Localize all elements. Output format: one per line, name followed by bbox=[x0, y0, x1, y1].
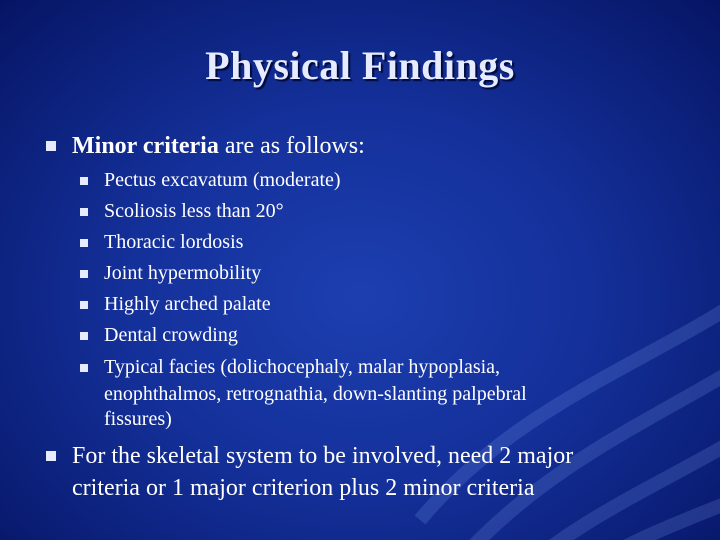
sub-bullet-square-icon bbox=[80, 364, 88, 372]
sub-item-scoliosis: Scoliosis less than 20° bbox=[104, 200, 284, 222]
sub-item-lordosis: Thoracic lordosis bbox=[104, 231, 244, 253]
sub-bullet-square-icon bbox=[80, 177, 88, 185]
sub-bullet-square-icon bbox=[80, 332, 88, 340]
slide-title: Physical Findings bbox=[205, 43, 515, 88]
sub-bullet-square-icon bbox=[80, 239, 88, 247]
sub-item-palate: Highly arched palate bbox=[104, 293, 271, 315]
minor-criteria-bold: Minor criteria bbox=[72, 133, 219, 159]
sub-item-dental: Dental crowding bbox=[104, 324, 238, 346]
sub-item-facies-line1: Typical facies (dolichocephaly, malar hypoplasia, bbox=[104, 356, 501, 378]
sub-item-hypermobility: Joint hypermobility bbox=[104, 262, 262, 284]
bullet-skeletal-line2: criteria or 1 major criterion plus 2 minor criteria bbox=[72, 475, 535, 501]
sub-item-facies-line2: enophthalmos, retrognathia, down-slanting palpebral bbox=[104, 383, 527, 405]
bullet-square-icon bbox=[46, 141, 56, 151]
bullet-skeletal-line1: For the skeletal system to be involved, need 2 major bbox=[72, 443, 574, 469]
sub-item-facies-line3: fissures) bbox=[104, 408, 172, 430]
sub-item-pectus: Pectus excavatum (moderate) bbox=[104, 169, 341, 191]
minor-criteria-rest: are as follows: bbox=[218, 133, 365, 159]
sub-bullet-square-icon bbox=[80, 301, 88, 309]
sub-bullet-square-icon bbox=[80, 270, 88, 278]
sub-bullet-square-icon bbox=[80, 208, 88, 216]
bullet-minor-criteria bbox=[72, 130, 365, 162]
bullet-square-icon bbox=[46, 451, 56, 461]
